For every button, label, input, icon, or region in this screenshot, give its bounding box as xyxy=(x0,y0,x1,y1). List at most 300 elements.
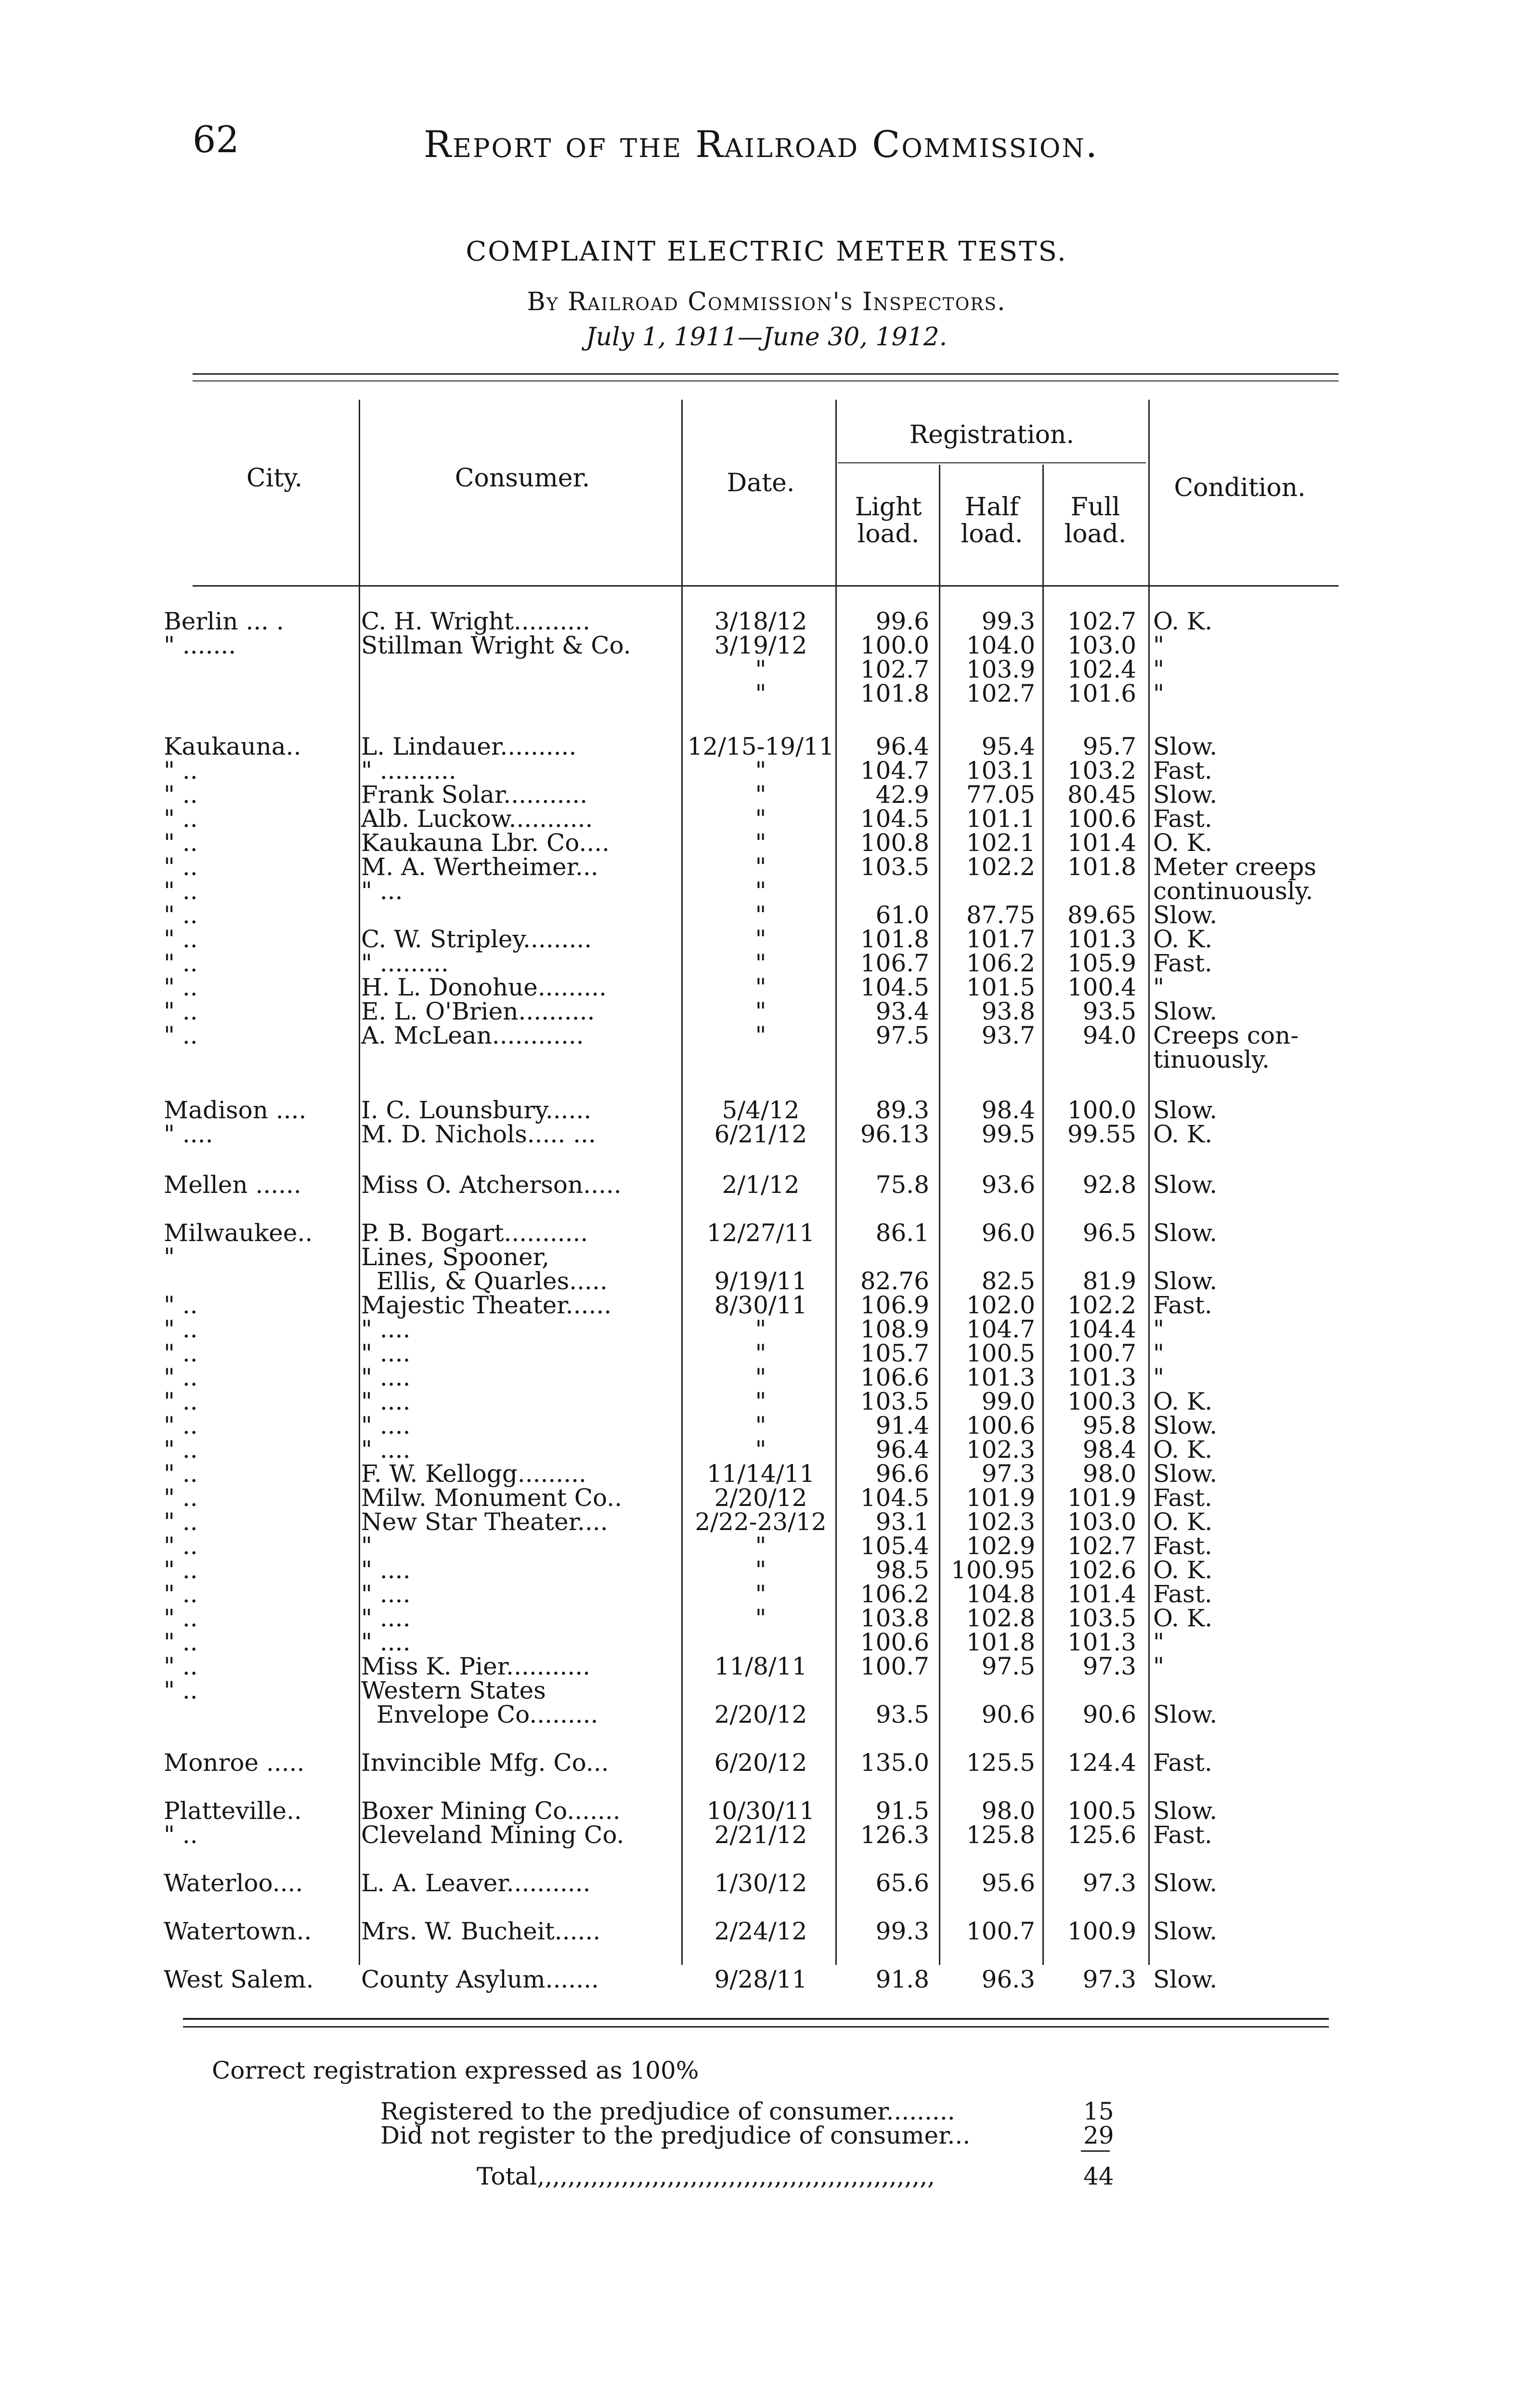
header-half: Half load. xyxy=(961,493,1023,549)
cell-light: 91.8 xyxy=(875,1965,929,1993)
col-rule-6 xyxy=(1148,400,1150,1965)
cell-light: 104.5 xyxy=(860,973,929,1001)
cell-light: 106.9 xyxy=(860,1291,929,1319)
cell-half: 125.5 xyxy=(966,1749,1035,1777)
cell-consumer: Frank Solar........... xyxy=(361,781,588,809)
cell-condition: Fast. xyxy=(1153,805,1212,833)
cell-full: 105.9 xyxy=(1067,949,1136,977)
cell-consumer: Mrs. W. Bucheit...... xyxy=(361,1917,601,1945)
cell-date: " xyxy=(755,781,766,809)
cell-consumer: Invincible Mfg. Co... xyxy=(361,1749,609,1777)
cell-city: " .. xyxy=(164,1436,198,1464)
cell-date: " xyxy=(755,997,766,1025)
cell-condition: Fast. xyxy=(1153,1749,1212,1777)
cell-half: 103.1 xyxy=(966,757,1035,785)
cell-consumer: A. McLean............ xyxy=(361,1021,584,1049)
cell-date: " xyxy=(755,805,766,833)
cell-city: " .. xyxy=(164,1412,198,1440)
cell-half: 102.2 xyxy=(966,853,1035,881)
cell-city: " .. xyxy=(164,1652,198,1680)
cell-date: 11/8/11 xyxy=(714,1652,807,1680)
header-date: Date. xyxy=(727,469,795,497)
cell-half: 95.4 xyxy=(981,733,1035,760)
cell-light: 100.8 xyxy=(860,829,929,857)
cell-full: 102.7 xyxy=(1067,1532,1136,1560)
cell-consumer: Cleveland Mining Co. xyxy=(361,1821,624,1849)
cell-date: " xyxy=(755,901,766,929)
bottom-rule xyxy=(183,2018,1329,2020)
cell-light: 102.7 xyxy=(860,655,929,683)
cell-light: 104.5 xyxy=(860,1484,929,1512)
cell-full: 80.45 xyxy=(1067,781,1136,809)
cell-date: 6/21/12 xyxy=(714,1120,807,1148)
cell-condition: Fast. xyxy=(1153,949,1212,977)
cell-condition: " xyxy=(1153,973,1164,1001)
cell-city: " .. xyxy=(164,1508,198,1536)
cell-light: 93.4 xyxy=(875,997,929,1025)
cell-light: 65.6 xyxy=(875,1869,929,1897)
cell-light: 93.1 xyxy=(875,1508,929,1536)
cell-city: " .. xyxy=(164,901,198,929)
cell-consumer: County Asylum....... xyxy=(361,1965,599,1993)
cell-half: 101.5 xyxy=(966,973,1035,1001)
cell-city: Berlin ... . xyxy=(164,607,284,635)
cell-half: 102.9 xyxy=(966,1532,1035,1560)
cell-consumer: Lines, Spooner, xyxy=(361,1243,549,1271)
cell-half: 102.8 xyxy=(966,1604,1035,1632)
cell-city: " .. xyxy=(164,877,198,905)
cell-full: 101.6 xyxy=(1067,680,1136,707)
cell-consumer: M. D. Nichols..... ... xyxy=(361,1120,596,1148)
cell-light: 91.4 xyxy=(875,1412,929,1440)
cell-condition: O. K. xyxy=(1153,607,1213,635)
cell-half: 104.7 xyxy=(966,1315,1035,1343)
cell-half: 77.05 xyxy=(966,781,1035,809)
cell-full: 101.8 xyxy=(1067,853,1136,881)
cell-consumer: " .... xyxy=(361,1339,411,1367)
cell-condition: " xyxy=(1153,1315,1164,1343)
cell-date: 2/20/12 xyxy=(714,1484,807,1512)
cell-light: 99.3 xyxy=(875,1917,929,1945)
cell-consumer: " ......... xyxy=(361,949,449,977)
cell-light: 104.5 xyxy=(860,805,929,833)
cell-light: 89.3 xyxy=(875,1096,929,1124)
cell-date: " xyxy=(755,757,766,785)
cell-condition: Fast. xyxy=(1153,1291,1212,1319)
cell-half: 97.5 xyxy=(981,1652,1035,1680)
cell-full: 102.4 xyxy=(1067,655,1136,683)
cell-date: 10/30/11 xyxy=(706,1797,815,1825)
cell-consumer: F. W. Kellogg......... xyxy=(361,1460,586,1488)
cell-consumer: I. C. Lounsbury...... xyxy=(361,1096,592,1124)
cell-full: 101.3 xyxy=(1067,1628,1136,1656)
cell-condition: Slow. xyxy=(1153,1096,1218,1124)
cell-condition: Slow. xyxy=(1153,733,1218,760)
cell-date: " xyxy=(755,1315,766,1343)
cell-half: 101.3 xyxy=(966,1363,1035,1391)
header-full: Full load. xyxy=(1064,493,1127,549)
cell-city: " .. xyxy=(164,1580,198,1608)
cell-city: Monroe ..... xyxy=(164,1749,305,1777)
cell-consumer: New Star Theater.... xyxy=(361,1508,608,1536)
footer-line-1-value: 15 xyxy=(1083,2097,1114,2125)
cell-condition: Fast. xyxy=(1153,1580,1212,1608)
cell-half: 103.9 xyxy=(966,655,1035,683)
cell-full: 90.6 xyxy=(1082,1701,1136,1728)
cell-city: " .. xyxy=(164,853,198,881)
cell-half: 96.0 xyxy=(981,1219,1035,1247)
cell-full: 103.0 xyxy=(1067,1508,1136,1536)
cell-city: " .. xyxy=(164,997,198,1025)
cell-light: 99.6 xyxy=(875,607,929,635)
cell-full: 97.3 xyxy=(1082,1965,1136,1993)
cell-date: 3/18/12 xyxy=(714,607,807,635)
cell-city: Madison .... xyxy=(164,1096,307,1124)
cell-consumer: " .... xyxy=(361,1363,411,1391)
footer-line-1: Registered to the predjudice of consumer......... xyxy=(380,2097,955,2125)
cell-full: 95.8 xyxy=(1082,1412,1136,1440)
cell-full: 92.8 xyxy=(1082,1171,1136,1199)
cell-consumer: P. B. Bogart........... xyxy=(361,1219,588,1247)
cell-condition: " xyxy=(1153,631,1164,659)
cell-consumer: Boxer Mining Co....... xyxy=(361,1797,621,1825)
cell-city: " .. xyxy=(164,1676,198,1704)
cell-date: 12/15-19/11 xyxy=(687,733,834,760)
cell-half: 98.4 xyxy=(981,1096,1035,1124)
cell-date: " xyxy=(755,1532,766,1560)
cell-light: 96.13 xyxy=(860,1120,929,1148)
cell-date: " xyxy=(755,680,766,707)
cell-full: 124.4 xyxy=(1067,1749,1136,1777)
cell-city: " .. xyxy=(164,1460,198,1488)
footer-total-value: 44 xyxy=(1083,2162,1114,2190)
cell-light: 97.5 xyxy=(875,1021,929,1049)
cell-condition: " xyxy=(1153,1339,1164,1367)
cell-half: 101.9 xyxy=(966,1484,1035,1512)
cell-city: " .. xyxy=(164,1532,198,1560)
cell-consumer: " .... xyxy=(361,1315,411,1343)
cell-city: Platteville.. xyxy=(164,1797,302,1825)
cell-date: " xyxy=(755,973,766,1001)
cell-condition: Slow. xyxy=(1153,1219,1218,1247)
cell-consumer: Majestic Theater...... xyxy=(361,1291,612,1319)
cell-half: 99.5 xyxy=(981,1120,1035,1148)
cell-date: 2/1/12 xyxy=(722,1171,800,1199)
cell-condition: Fast. xyxy=(1153,757,1212,785)
cell-full: 94.0 xyxy=(1082,1021,1136,1049)
cell-city: " .... xyxy=(164,1120,213,1148)
cell-city: " .. xyxy=(164,1363,198,1391)
cell-date: " xyxy=(755,1387,766,1415)
cell-city: Milwaukee.. xyxy=(164,1219,313,1247)
cell-light: 106.6 xyxy=(860,1363,929,1391)
cell-consumer: C. H. Wright.......... xyxy=(361,607,590,635)
cell-condition: O. K. xyxy=(1153,1508,1213,1536)
cell-condition: Slow. xyxy=(1153,1965,1218,1993)
cell-light: 93.5 xyxy=(875,1701,929,1728)
cell-full: 81.9 xyxy=(1082,1267,1136,1295)
cell-half: 102.0 xyxy=(966,1291,1035,1319)
cell-city: " .. xyxy=(164,1604,198,1632)
cell-half: 95.6 xyxy=(981,1869,1035,1897)
cell-condition: Fast. xyxy=(1153,1484,1212,1512)
cell-condition: " xyxy=(1153,680,1164,707)
cell-city: Watertown.. xyxy=(164,1917,312,1945)
cell-light: 42.9 xyxy=(875,781,929,809)
cell-half: 101.7 xyxy=(966,925,1035,953)
cell-full: 100.7 xyxy=(1067,1339,1136,1367)
cell-consumer: " .... xyxy=(361,1580,411,1608)
cell-condition: Slow. xyxy=(1153,1460,1218,1488)
cell-full: 98.0 xyxy=(1082,1460,1136,1488)
cell-condition: Slow. xyxy=(1153,781,1218,809)
cell-light: 106.2 xyxy=(860,1580,929,1608)
cell-full: 93.5 xyxy=(1082,997,1136,1025)
cell-condition: O. K. xyxy=(1153,1387,1213,1415)
cell-consumer: E. L. O'Brien.......... xyxy=(361,997,595,1025)
cell-condition: Slow. xyxy=(1153,1917,1218,1945)
footer-note: Correct registration expressed as 100% xyxy=(212,2056,699,2084)
cell-city: " .. xyxy=(164,1339,198,1367)
cell-half: 106.2 xyxy=(966,949,1035,977)
cell-condition: Slow. xyxy=(1153,1797,1218,1825)
cell-consumer: " .......... xyxy=(361,757,456,785)
cell-date: 2/20/12 xyxy=(714,1701,807,1728)
cell-light: 100.7 xyxy=(860,1652,929,1680)
cell-consumer: " .... xyxy=(361,1628,411,1656)
cell-condition: tinuously. xyxy=(1153,1046,1270,1073)
cell-consumer: " .... xyxy=(361,1387,411,1415)
cell-date: 3/19/12 xyxy=(714,631,807,659)
cell-consumer: Miss O. Atcherson..... xyxy=(361,1171,622,1199)
table-period: July 1, 1911—June 30, 1912. xyxy=(585,323,948,352)
cell-light: 126.3 xyxy=(860,1821,929,1849)
cell-condition: O. K. xyxy=(1153,829,1213,857)
cell-condition: O. K. xyxy=(1153,1120,1213,1148)
cell-date: " xyxy=(755,1580,766,1608)
cell-light: 135.0 xyxy=(860,1749,929,1777)
header-city: City. xyxy=(246,464,303,493)
cell-consumer: Alb. Luckow........... xyxy=(361,805,593,833)
cell-half: 93.7 xyxy=(981,1021,1035,1049)
cell-condition: Slow. xyxy=(1153,1701,1218,1728)
cell-date: " xyxy=(755,877,766,905)
cell-city: " .. xyxy=(164,973,198,1001)
cell-city: " .. xyxy=(164,1387,198,1415)
cell-date: " xyxy=(755,1363,766,1391)
cell-full: 102.7 xyxy=(1067,607,1136,635)
cell-full: 100.0 xyxy=(1067,1096,1136,1124)
cell-full: 102.2 xyxy=(1067,1291,1136,1319)
cell-consumer: H. L. Donohue......... xyxy=(361,973,607,1001)
cell-city: " .. xyxy=(164,757,198,785)
cell-full: 100.5 xyxy=(1067,1797,1136,1825)
cell-date: " xyxy=(755,1604,766,1632)
cell-date: 9/19/11 xyxy=(714,1267,807,1295)
header-light: Light load. xyxy=(855,493,922,549)
cell-city: " .. xyxy=(164,1021,198,1049)
cell-light: 82.76 xyxy=(860,1267,929,1295)
cell-date: 2/22-23/12 xyxy=(695,1508,827,1536)
cell-date: 12/27/11 xyxy=(706,1219,815,1247)
cell-light: 96.6 xyxy=(875,1460,929,1488)
cell-condition: " xyxy=(1153,655,1164,683)
cell-date: " xyxy=(755,1556,766,1584)
cell-full: 89.65 xyxy=(1067,901,1136,929)
cell-half: 125.8 xyxy=(966,1821,1035,1849)
cell-consumer: " .... xyxy=(361,1604,411,1632)
cell-full: 101.4 xyxy=(1067,1580,1136,1608)
cell-half: 100.5 xyxy=(966,1339,1035,1367)
cell-half: 99.0 xyxy=(981,1387,1035,1415)
cell-full: 101.9 xyxy=(1067,1484,1136,1512)
cell-consumer: Milw. Monument Co.. xyxy=(361,1484,622,1512)
cell-half: 96.3 xyxy=(981,1965,1035,1993)
cell-city: Mellen ...... xyxy=(164,1171,301,1199)
cell-half: 97.3 xyxy=(981,1460,1035,1488)
footer-total-label: Total,,,,,,,,,,,,,,,,,,,,,,,,,,,,,,,,,,,,,,,,,,,,,,,,,,,, xyxy=(477,2162,935,2190)
table-subtitle: By Railroad Commission's Inspectors. xyxy=(527,288,1006,316)
cell-full: 102.6 xyxy=(1067,1556,1136,1584)
cell-full: 97.3 xyxy=(1082,1869,1136,1897)
footer-line-2: Did not register to the predjudice of consumer... xyxy=(380,2121,971,2149)
cell-consumer: " xyxy=(361,1532,372,1560)
cell-date: " xyxy=(755,829,766,857)
cell-half: 102.3 xyxy=(966,1508,1035,1536)
cell-half: 90.6 xyxy=(981,1701,1035,1728)
cell-date: 6/20/12 xyxy=(714,1749,807,1777)
cell-full: 101.3 xyxy=(1067,925,1136,953)
header-condition: Condition. xyxy=(1174,473,1306,502)
cell-light: 96.4 xyxy=(875,1436,929,1464)
cell-condition: Slow. xyxy=(1153,1171,1218,1199)
cell-city: " .. xyxy=(164,1315,198,1343)
cell-date: " xyxy=(755,853,766,881)
cell-half: 100.6 xyxy=(966,1412,1035,1440)
cell-full: 100.4 xyxy=(1067,973,1136,1001)
cell-half: 101.8 xyxy=(966,1628,1035,1656)
header-consumer: Consumer. xyxy=(455,464,590,493)
registration-rule xyxy=(838,462,1146,463)
cell-half: 100.7 xyxy=(966,1917,1035,1945)
cell-full: 100.3 xyxy=(1067,1387,1136,1415)
cell-city: " .. xyxy=(164,925,198,953)
top-rule-2 xyxy=(193,380,1338,381)
cell-full: 104.4 xyxy=(1067,1315,1136,1343)
cell-city: " .. xyxy=(164,805,198,833)
cell-city: West Salem. xyxy=(164,1965,314,1993)
cell-date: " xyxy=(755,1339,766,1367)
cell-light: 61.0 xyxy=(875,901,929,929)
cell-consumer: L. Lindauer.......... xyxy=(361,733,577,760)
cell-consumer: M. A. Wertheimer... xyxy=(361,853,598,881)
cell-date: " xyxy=(755,655,766,683)
cell-date: 11/14/11 xyxy=(706,1460,815,1488)
header-registration: Registration. xyxy=(909,420,1075,449)
cell-full: 103.0 xyxy=(1067,631,1136,659)
cell-half: 102.3 xyxy=(966,1436,1035,1464)
cell-full: 96.5 xyxy=(1082,1219,1136,1247)
cell-city: " xyxy=(164,1243,175,1271)
cell-consumer: " .... xyxy=(361,1556,411,1584)
cell-city: " .. xyxy=(164,1628,198,1656)
cell-light: 108.9 xyxy=(860,1315,929,1343)
col-rule-1 xyxy=(359,400,360,1965)
cell-date: " xyxy=(755,1021,766,1049)
cell-full: 101.3 xyxy=(1067,1363,1136,1391)
cell-condition: Slow. xyxy=(1153,1267,1218,1295)
cell-city: " .. xyxy=(164,1556,198,1584)
cell-consumer: " .... xyxy=(361,1412,411,1440)
cell-half: 93.8 xyxy=(981,997,1035,1025)
footer-line-2-value: 29 xyxy=(1083,2121,1114,2149)
cell-date: 2/24/12 xyxy=(714,1917,807,1945)
cell-light: 100.0 xyxy=(860,631,929,659)
cell-light: 103.5 xyxy=(860,853,929,881)
cell-full: 125.6 xyxy=(1067,1821,1136,1849)
cell-city: Waterloo.... xyxy=(164,1869,303,1897)
cell-consumer: " ... xyxy=(361,877,403,905)
cell-light: 101.8 xyxy=(860,925,929,953)
cell-consumer: Western States xyxy=(361,1676,546,1704)
cell-light: 103.5 xyxy=(860,1387,929,1415)
cell-condition: O. K. xyxy=(1153,1436,1213,1464)
cell-city: " .. xyxy=(164,949,198,977)
cell-half: 98.0 xyxy=(981,1797,1035,1825)
cell-half: 82.5 xyxy=(981,1267,1035,1295)
cell-city: Kaukauna.. xyxy=(164,733,301,760)
total-rule xyxy=(1081,2150,1110,2152)
cell-date: 8/30/11 xyxy=(714,1291,807,1319)
cell-half: 93.6 xyxy=(981,1171,1035,1199)
cell-full: 98.4 xyxy=(1082,1436,1136,1464)
cell-consumer: Kaukauna Lbr. Co.... xyxy=(361,829,610,857)
cell-light: 101.8 xyxy=(860,680,929,707)
cell-condition: O. K. xyxy=(1153,1556,1213,1584)
cell-half: 87.75 xyxy=(966,901,1035,929)
cell-light: 75.8 xyxy=(875,1171,929,1199)
cell-condition: Fast. xyxy=(1153,1821,1212,1849)
col-rule-2 xyxy=(681,400,683,1965)
cell-date: 2/21/12 xyxy=(714,1821,807,1849)
cell-light: 86.1 xyxy=(875,1219,929,1247)
cell-city: " .. xyxy=(164,781,198,809)
cell-full: 100.6 xyxy=(1067,805,1136,833)
cell-consumer: L. A. Leaver........... xyxy=(361,1869,591,1897)
cell-condition: Slow. xyxy=(1153,1869,1218,1897)
cell-city: " .. xyxy=(164,829,198,857)
cell-city: " ....... xyxy=(164,631,236,659)
running-head: Report of the Railroad Commission. xyxy=(424,123,1099,166)
cell-light: 106.7 xyxy=(860,949,929,977)
cell-consumer: Ellis, & Quarles..... xyxy=(361,1267,608,1295)
cell-light: 91.5 xyxy=(875,1797,929,1825)
cell-condition: " xyxy=(1153,1652,1164,1680)
cell-condition: " xyxy=(1153,1363,1164,1391)
cell-consumer: Envelope Co......... xyxy=(361,1701,598,1728)
cell-condition: O. K. xyxy=(1153,1604,1213,1632)
cell-city: " .. xyxy=(164,1291,198,1319)
cell-date: " xyxy=(755,1436,766,1464)
table-title: COMPLAINT ELECTRIC METER TESTS. xyxy=(466,236,1067,267)
cell-half: 102.7 xyxy=(966,680,1035,707)
cell-consumer: Miss K. Pier........... xyxy=(361,1652,591,1680)
cell-condition: O. K. xyxy=(1153,925,1213,953)
cell-date: 5/4/12 xyxy=(722,1096,800,1124)
cell-date: " xyxy=(755,1412,766,1440)
cell-half: 99.3 xyxy=(981,607,1035,635)
cell-condition: continuously. xyxy=(1153,877,1313,905)
